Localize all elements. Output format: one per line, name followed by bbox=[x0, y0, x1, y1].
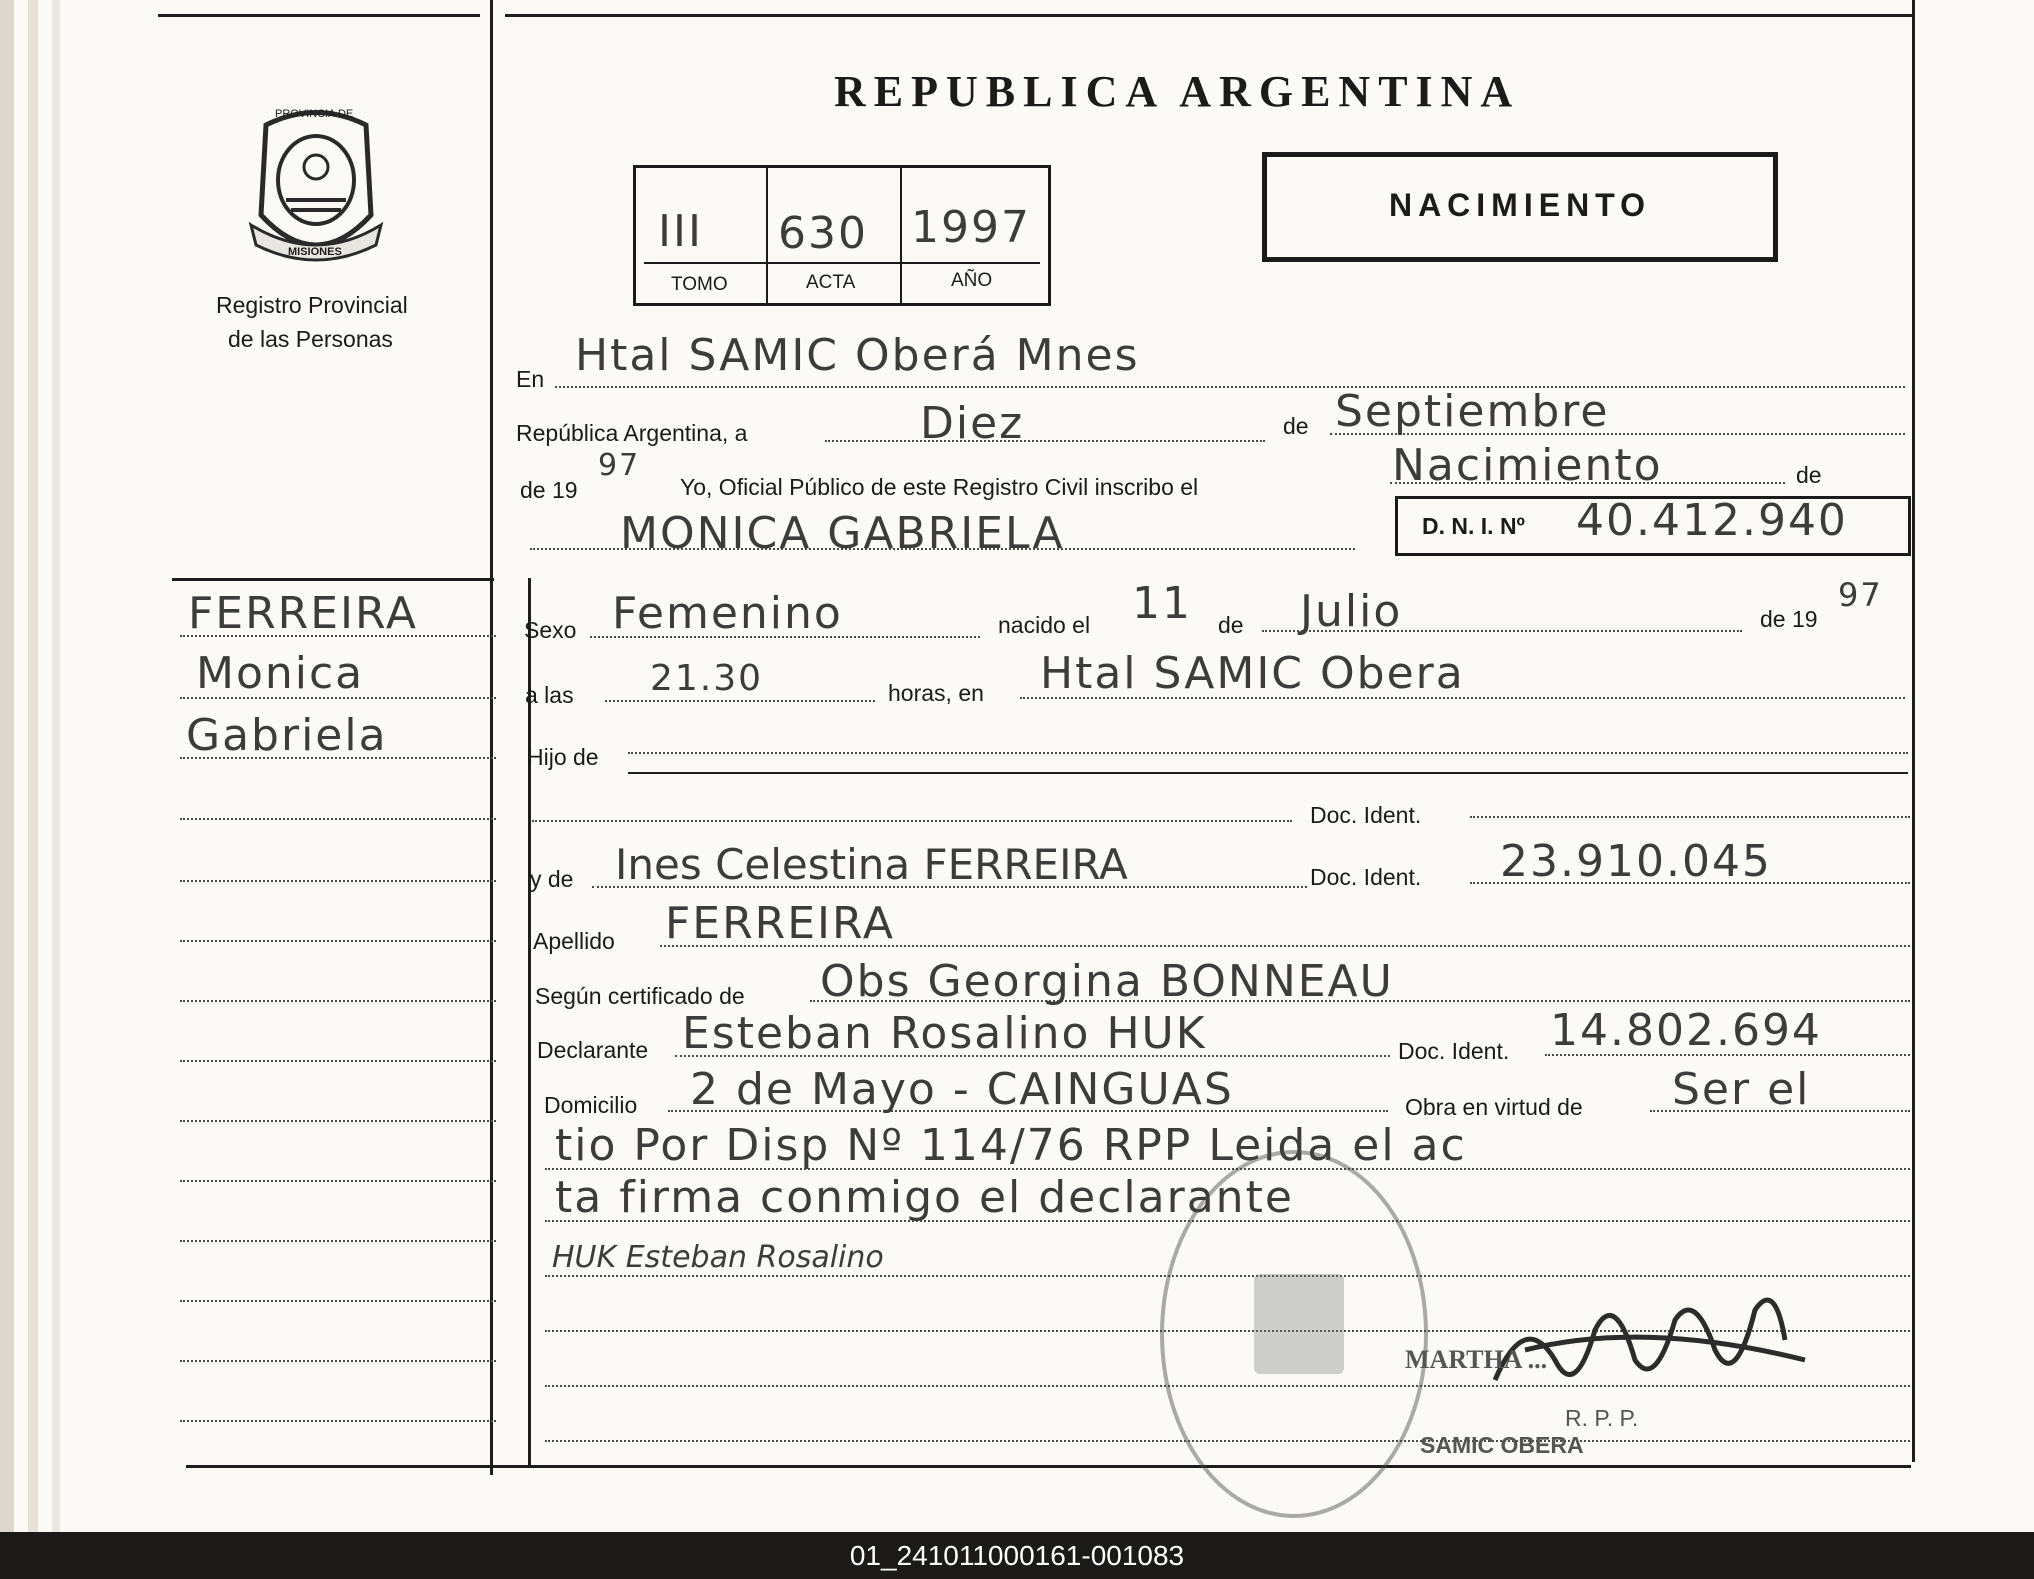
horas-label: horas, en bbox=[888, 680, 984, 706]
act-type-value: Nacimiento bbox=[1392, 440, 1663, 491]
dni-value: 40.412.940 bbox=[1576, 495, 1848, 546]
mother-doc: 23.910.045 bbox=[1500, 836, 1772, 887]
page-edge bbox=[28, 0, 38, 1532]
father-doc-line bbox=[1470, 816, 1910, 818]
father-line bbox=[628, 752, 1908, 754]
ano-label: AÑO bbox=[951, 270, 993, 291]
birth-time: 21.30 bbox=[650, 658, 764, 699]
official-round-stamp bbox=[1160, 1150, 1428, 1518]
domicilio-label: Domicilio bbox=[544, 1092, 638, 1118]
margin-surname: FERREIRA bbox=[188, 588, 418, 639]
declarante-doc: 14.802.694 bbox=[1550, 1005, 1822, 1056]
margin-dotted-line bbox=[180, 1000, 496, 1002]
place-value: Htal SAMIC Oberá Mnes bbox=[575, 330, 1140, 381]
acta-value: 630 bbox=[778, 208, 868, 259]
dni-box bbox=[1395, 496, 1911, 556]
page-edge bbox=[0, 0, 14, 1532]
de19-label-2: de 19 bbox=[1760, 606, 1818, 632]
seal-text-top: PROVINCIA DE bbox=[275, 108, 354, 120]
margin-dotted-line bbox=[180, 1180, 496, 1182]
birth-month: Julio bbox=[1300, 586, 1403, 637]
doc-ident-label-1: Doc. Ident. bbox=[1310, 802, 1422, 828]
day-line bbox=[825, 440, 1265, 442]
birth-day: 11 bbox=[1132, 578, 1192, 629]
act-type-label: NACIMIENTO bbox=[1388, 187, 1652, 223]
year-suffix: 97 bbox=[598, 448, 641, 483]
act-type-line bbox=[1390, 482, 1785, 484]
time-line bbox=[605, 700, 875, 702]
note-text-2: ta firma conmigo el declarante bbox=[555, 1172, 1294, 1223]
official-registry: R. P. P. bbox=[1565, 1405, 1639, 1431]
hijo-label: Hijo de bbox=[527, 744, 599, 770]
tomo-label: TOMO bbox=[671, 274, 728, 295]
birth-place: Htal SAMIC Obera bbox=[1040, 648, 1465, 699]
yde-label: y de bbox=[530, 866, 574, 892]
margin-rule bbox=[172, 578, 494, 581]
bottom-rule bbox=[186, 1465, 1911, 1468]
inner-column-divider bbox=[528, 578, 531, 1468]
margin-dotted-line bbox=[180, 880, 496, 882]
top-rule-right bbox=[505, 14, 1915, 17]
registry-line2: de las Personas bbox=[228, 326, 393, 352]
child-name: MONICA GABRIELA bbox=[620, 508, 1065, 559]
seal-text-bottom: MISIONES bbox=[288, 246, 342, 258]
margin-dotted-line bbox=[180, 1420, 496, 1422]
segun-label: Según certificado de bbox=[535, 983, 745, 1009]
nacido-label: nacido el bbox=[998, 612, 1091, 638]
margin-dotted-line bbox=[180, 940, 496, 942]
dni-label: D. N. I. Nº bbox=[1422, 513, 1525, 539]
margin-first-name: Monica bbox=[196, 648, 365, 699]
obra-value: Ser el bbox=[1672, 1064, 1811, 1115]
margin-middle-name: Gabriela bbox=[186, 710, 388, 761]
right-border bbox=[1912, 0, 1915, 1462]
registry-line1: Registro Provincial bbox=[216, 292, 408, 318]
margin-dotted-line bbox=[180, 818, 496, 820]
de-label: de bbox=[1283, 413, 1309, 439]
de19-label: de 19 bbox=[520, 477, 578, 503]
en-label: En bbox=[516, 366, 545, 392]
ano-value: 1997 bbox=[911, 202, 1031, 253]
day-value: Diez bbox=[920, 398, 1025, 449]
tomo-value: III bbox=[658, 206, 703, 257]
act-type-box bbox=[1262, 152, 1778, 262]
place-line bbox=[555, 386, 1905, 388]
margin-dotted-line bbox=[180, 1120, 496, 1122]
certificado-value: Obs Georgina BONNEAU bbox=[820, 956, 1394, 1007]
doc-ident-label-2: Doc. Ident. bbox=[1310, 864, 1422, 890]
sexo-value: Femenino bbox=[612, 588, 843, 639]
record-box-separator bbox=[644, 262, 1040, 264]
margin-dotted-line bbox=[180, 1240, 496, 1242]
republica-label: República Argentina, a bbox=[516, 420, 748, 446]
margin-dotted-line bbox=[180, 1300, 496, 1302]
de-label-2: de bbox=[1796, 462, 1822, 488]
father-rule bbox=[628, 772, 1908, 774]
page-title: REPUBLICA ARGENTINA bbox=[834, 67, 1521, 116]
scan-id-footer: 01_241011000161-001083 bbox=[849, 1540, 1185, 1571]
de-label-3: de bbox=[1218, 612, 1244, 638]
obra-label: Obra en virtud de bbox=[1405, 1094, 1583, 1120]
acta-label: ACTA bbox=[806, 272, 856, 293]
page-edge bbox=[52, 0, 60, 1532]
doc-ident-label-3: Doc. Ident. bbox=[1398, 1038, 1510, 1064]
official-name: MARTHA ... bbox=[1405, 1345, 1548, 1374]
month-value: Septiembre bbox=[1335, 386, 1610, 437]
mother-name: Ines Celestina FERREIRA bbox=[615, 840, 1128, 889]
declarante-value: Esteban Rosalino HUK bbox=[682, 1008, 1207, 1059]
apellido-value: FERREIRA bbox=[665, 898, 895, 949]
note-text-1: tio Por Disp Nº 114/76 RPP Leida el ac bbox=[555, 1120, 1467, 1171]
column-divider bbox=[490, 0, 493, 1475]
domicilio-value: 2 de Mayo - CAINGUAS bbox=[690, 1064, 1234, 1115]
apellido-label: Apellido bbox=[533, 928, 615, 954]
record-box bbox=[633, 165, 1051, 306]
signature-line-text: HUK Esteban Rosalino bbox=[552, 1240, 884, 1275]
top-rule-left bbox=[158, 14, 480, 17]
provincial-seal-icon bbox=[246, 105, 386, 265]
sexo-label: Sexo bbox=[524, 617, 577, 643]
official-location: SAMIC OBERA bbox=[1420, 1432, 1584, 1458]
margin-dotted-line bbox=[180, 1360, 496, 1362]
margin-dotted-line bbox=[180, 1060, 496, 1062]
father-line-2 bbox=[532, 820, 1292, 822]
yo-label: Yo, Oficial Público de este Registro Civil inscribo el bbox=[680, 474, 1199, 500]
stamp-emblem bbox=[1254, 1274, 1344, 1374]
alas-label: a las bbox=[525, 682, 574, 708]
birth-year-suffix: 97 bbox=[1838, 576, 1883, 614]
declarante-label: Declarante bbox=[537, 1037, 649, 1063]
